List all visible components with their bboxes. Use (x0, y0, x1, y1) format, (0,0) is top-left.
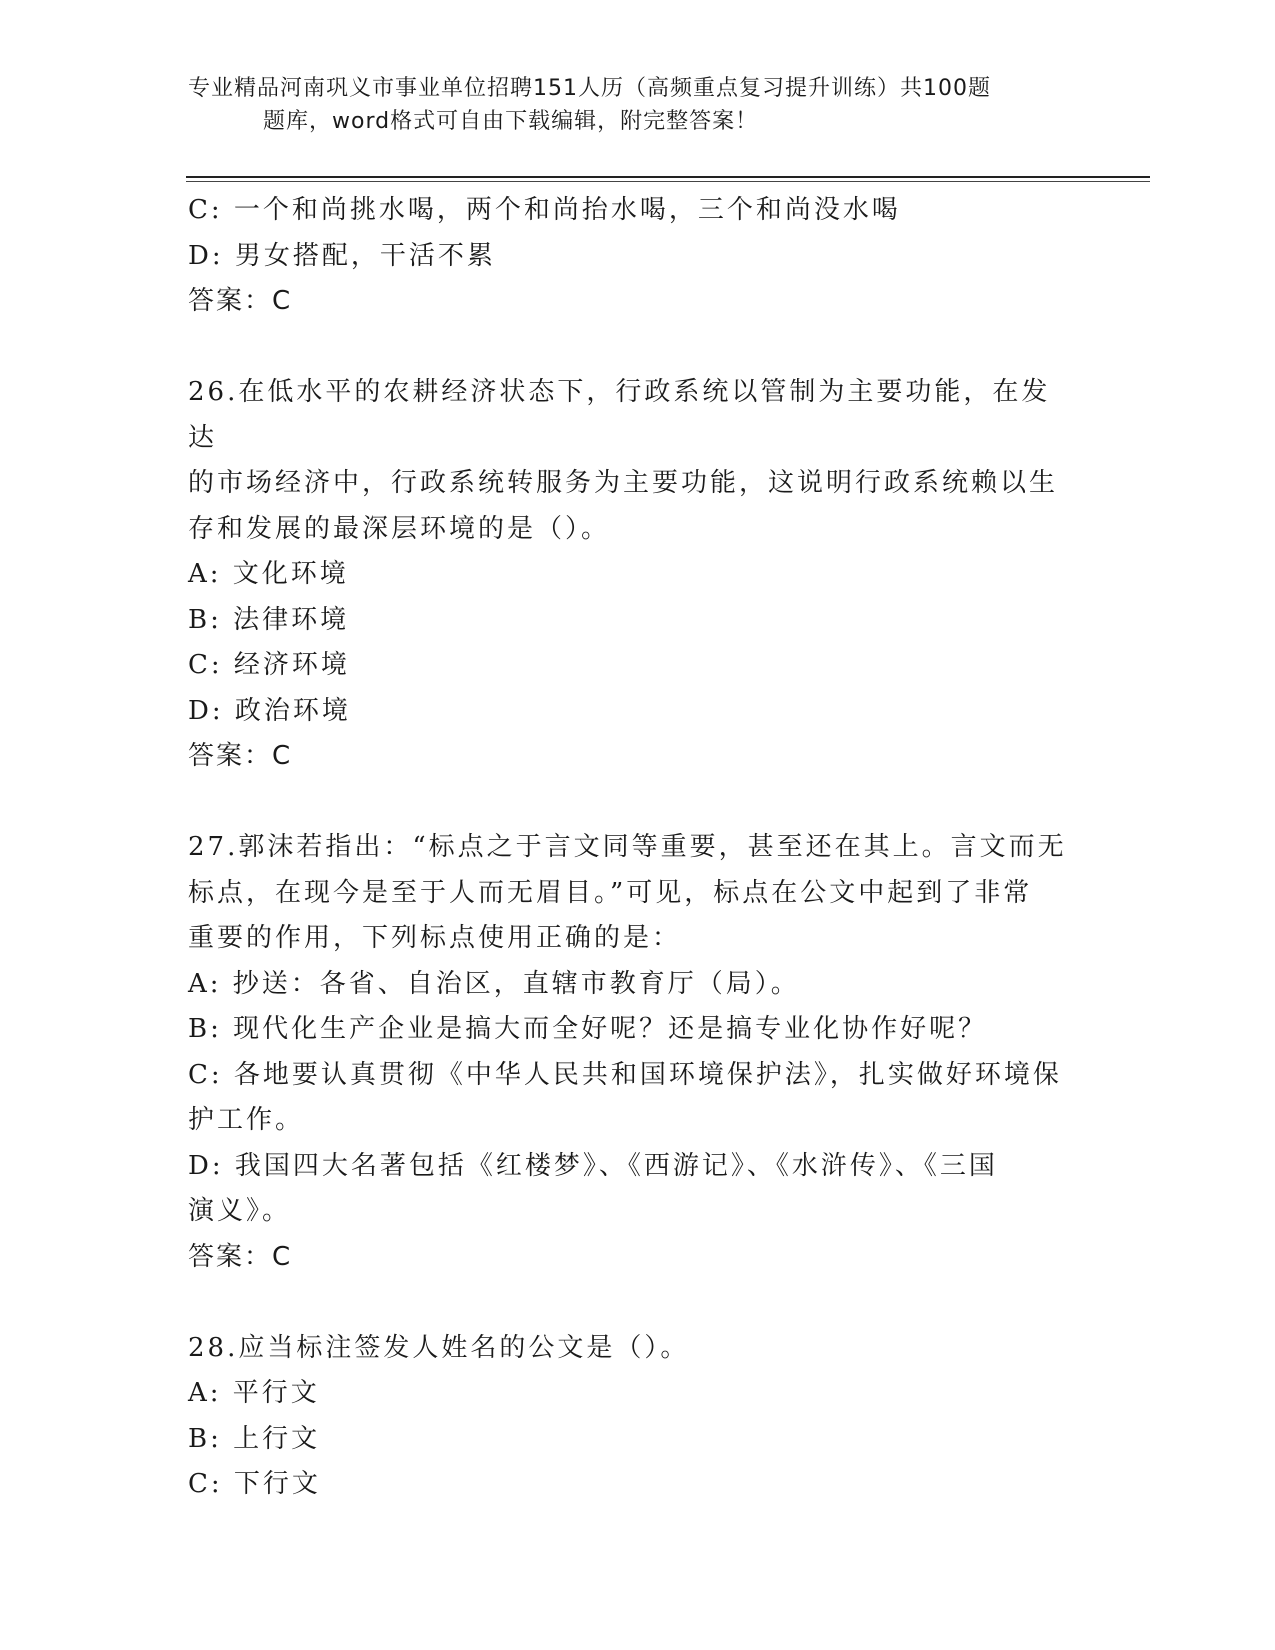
q28-option-c: C: 下行文 (188, 1469, 321, 1499)
header-rule-thin (186, 181, 1150, 182)
q28-option-a: A: 平行文 (188, 1378, 320, 1408)
question-25-tail (188, 188, 1068, 325)
title-line-2: 题库，word格式可自由下载编辑，附完整答案！ (263, 109, 759, 134)
title-line-1: 专业精品河南巩义市事业单位招聘151人历（高频重点复习提升训练）共100题 (188, 76, 991, 101)
q25-answer: 答案：C (188, 286, 293, 316)
document-body (188, 188, 1068, 1508)
q26-option-b: B: 法律环境 (188, 604, 350, 635)
question-26 (188, 370, 1068, 780)
spacer (188, 780, 1068, 826)
q25-option-d: D: 男女搭配，干活不累 (188, 240, 496, 271)
spacer (188, 325, 1068, 371)
q27-option-c-line-2: 护工作。 (188, 1105, 305, 1135)
document-header (188, 72, 1068, 138)
q26-stem-line-2: 的市场经济中，行政系统转服务为主要功能，这说明行政系统赖以生 (188, 468, 1059, 498)
question-27 (188, 825, 1068, 1280)
q27-option-b: B: 现代化生产企业是搞大而全好呢？还是搞专业化协作好呢？ (188, 1014, 988, 1044)
q27-stem-line-3: 重要的作用，下列标点使用正确的是： (188, 923, 682, 953)
header-rule-thick (186, 176, 1150, 178)
spacer (188, 1280, 1068, 1326)
q26-option-c: C: 经济环境 (188, 650, 350, 680)
question-28 (188, 1326, 1068, 1508)
q27-option-d-line-2: 演义》。 (188, 1196, 292, 1226)
q27-stem-line-1: 27.郭沫若指出：“标点之于言文同等重要，甚至还在其上。言文而无 (188, 832, 1067, 862)
q27-answer: 答案：C (188, 1241, 293, 1272)
q28-stem-line-1: 28.应当标注签发人姓名的公文是（）。 (188, 1332, 690, 1363)
q26-stem-line-1: 26.在低水平的农耕经济状态下，行政系统以管制为主要功能，在发达 (188, 377, 1051, 453)
q27-option-c-line-1: C: 各地要认真贯彻《中华人民共和国环境保护法》，扎实做好环境保 (188, 1059, 1062, 1090)
q26-answer: 答案：C (188, 741, 293, 771)
q26-option-d: D: 政治环境 (188, 695, 351, 726)
q27-option-a: A: 抄送：各省、自治区，直辖市教育厅（局）。 (188, 968, 800, 999)
q28-option-b: B: 上行文 (188, 1423, 321, 1454)
q27-stem-line-2: 标点，在现今是至于人而无眉目。”可见，标点在公文中起到了非常 (188, 877, 1033, 908)
q27-option-d-line-1: D: 我国四大名著包括《红楼梦》、《西游记》、《水浒传》、《三国 (188, 1150, 998, 1181)
q26-stem-line-3: 存和发展的最深层环境的是（）。 (188, 513, 611, 544)
q26-option-a: A: 文化环境 (188, 559, 349, 589)
q25-option-c: C: 一个和尚挑水喝，两个和尚抬水喝，三个和尚没水喝 (188, 195, 901, 225)
